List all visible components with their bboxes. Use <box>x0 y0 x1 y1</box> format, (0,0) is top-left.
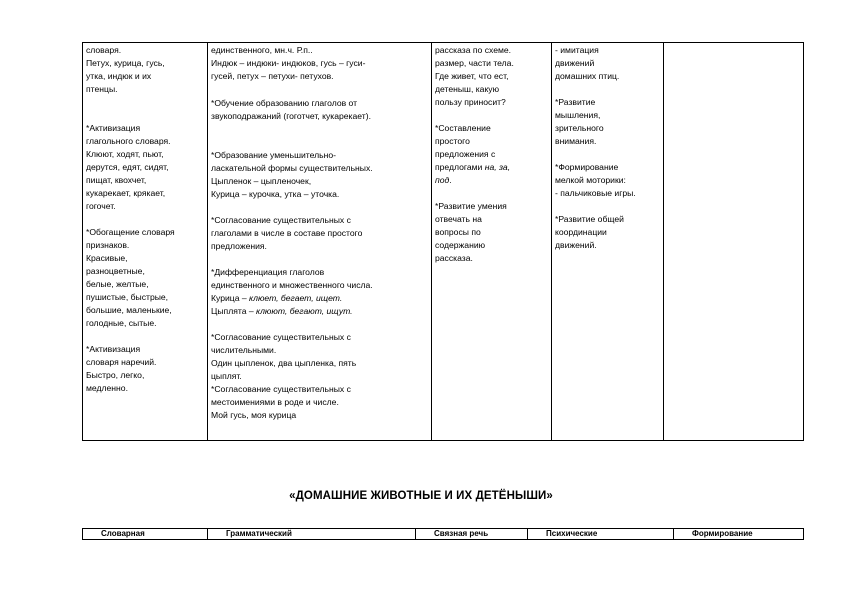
text-span: Курица – <box>211 293 250 303</box>
text-line: единственного и множественного числа. <box>211 280 373 290</box>
spacer <box>86 213 204 226</box>
text-line: белые, желтые, <box>86 279 149 289</box>
text-line: рассказа. <box>435 253 473 263</box>
spacer <box>555 83 660 96</box>
text-line: детеныш, какую <box>435 84 500 94</box>
text-line: признаков. <box>86 240 130 250</box>
text-line <box>211 292 428 305</box>
text-line: единственного, мн.ч. Р.п.. <box>211 45 313 55</box>
text-line: *Активизация <box>86 123 141 133</box>
section-title: «ДОМАШНИЕ ЖИВОТНЫЕ И ИХ ДЕТЁНЫШИ» <box>289 490 553 502</box>
spacer <box>86 330 204 343</box>
text-line: движений <box>555 58 595 68</box>
text-line: зрительного <box>555 123 604 133</box>
text-line: пользу приносит? <box>435 97 506 107</box>
column-vocabulary <box>83 43 208 441</box>
text-line: *Согласование существительных с <box>211 332 351 342</box>
text-line: *Развитие умения <box>435 201 507 211</box>
text-line: мелкой моторики: <box>555 175 626 185</box>
spacer <box>211 83 428 97</box>
text-line: координации <box>555 227 607 237</box>
text-line: Один цыпленок, два цыпленка, пять <box>211 358 357 368</box>
text-line: домашних птиц. <box>555 71 620 81</box>
text-line: утка, индюк и их <box>86 71 152 81</box>
text-line: Курица – курочка, утка – уточка. <box>211 189 340 199</box>
text-line: звукоподражаний (гоготчет, кукарекает). <box>211 111 371 121</box>
italic-example: клюет, бегает, ищет. <box>249 293 343 303</box>
text-line: пушистые, быстрые, <box>86 292 169 302</box>
header-cell: Грамматический <box>208 529 416 540</box>
text-line: *Обучение образованию глаголов от <box>211 98 358 108</box>
text-line: *Согласование существительных с <box>211 384 351 394</box>
text-line: цыплят. <box>211 371 242 381</box>
column-mental-processes <box>552 43 664 441</box>
text-line: мышления, <box>555 110 601 120</box>
column-coherent-speech <box>432 43 552 441</box>
header-cell: Формирование <box>674 529 804 540</box>
text-line: числительными. <box>211 345 277 355</box>
text-line: местоимениями в роде и числе. <box>211 397 339 407</box>
text-line: дерутся, едят, сидят, <box>86 162 169 172</box>
text-line: Быстро, легко, <box>86 370 145 380</box>
text-line: словаря наречий. <box>86 357 157 367</box>
text-line: Петух, курица, гусь, <box>86 58 165 68</box>
text-line: глаголами в числе в составе простого <box>211 228 363 238</box>
column-grammar <box>208 43 432 441</box>
text-line: большие, маленькие, <box>86 305 172 315</box>
spacer <box>555 148 660 161</box>
text-line <box>435 174 548 187</box>
text-line: Где живет, что ест, <box>435 71 509 81</box>
text-line: отвечать на <box>435 214 482 224</box>
text-line: *Активизация <box>86 344 141 354</box>
text-line: *Дифференциация глаголов <box>211 267 325 277</box>
text-line: словаря. <box>86 45 122 55</box>
text-line: Цыпленок – цыпленочек, <box>211 176 312 186</box>
header-cell: Психические <box>528 529 674 540</box>
text-line <box>211 305 428 318</box>
text-line: голодные, сытые. <box>86 318 157 328</box>
text-line: кукарекает, крякает, <box>86 188 166 198</box>
text-line: Красивые, <box>86 253 128 263</box>
italic-example: под <box>435 175 450 185</box>
spacer <box>435 109 548 122</box>
spacer <box>211 253 428 266</box>
table-header-row <box>83 529 804 540</box>
text-line: разноцветные, <box>86 266 145 276</box>
text-line: размер, части тела. <box>435 58 514 68</box>
spacer <box>211 123 428 149</box>
text-line: *Развитие <box>555 97 596 107</box>
text-line: Индюк – индюки- индюков, гусь – гуси- <box>211 58 366 68</box>
text-span: . <box>449 175 452 185</box>
text-line: Клюют, ходят, пьют, <box>86 149 164 159</box>
table-row <box>83 43 804 441</box>
text-line: гогочет. <box>86 201 116 211</box>
text-line: внимания. <box>555 136 597 146</box>
spacer <box>555 200 660 213</box>
text-line: рассказа по схеме. <box>435 45 512 55</box>
text-line: глагольного словаря. <box>86 136 171 146</box>
text-span: Цыплята – <box>211 306 257 316</box>
text-line: - пальчиковые игры. <box>555 188 636 198</box>
text-line: пищат, квохчет, <box>86 175 147 185</box>
text-line: простого <box>435 136 470 146</box>
text-line: птенцы. <box>86 84 118 94</box>
spacer <box>211 201 428 214</box>
text-line: *Согласование существительных с <box>211 215 351 225</box>
spacer <box>435 187 548 200</box>
spacer <box>86 96 204 122</box>
column-formation <box>664 43 804 441</box>
header-cell: Связная речь <box>416 529 528 540</box>
text-line: Мой гусь, моя курица <box>211 410 297 420</box>
text-line: *Обогащение словаря <box>86 227 175 237</box>
text-line: *Формирование <box>555 162 619 172</box>
text-line <box>435 161 548 174</box>
text-span: предлогами <box>435 162 485 172</box>
text-line: ласкательной формы существительных. <box>211 163 373 173</box>
text-line: - имитация <box>555 45 599 55</box>
text-line: вопросы по <box>435 227 481 237</box>
text-line: предложения с <box>435 149 496 159</box>
text-line: *Составление <box>435 123 491 133</box>
italic-example: клюют, бегают, ищут. <box>256 306 353 316</box>
text-line: содержанию <box>435 240 486 250</box>
lesson-plan-table <box>82 42 804 441</box>
text-line: предложения. <box>211 241 267 251</box>
text-line: гусей, петух – петухи- петухов. <box>211 71 334 81</box>
spacer <box>211 318 428 331</box>
next-table-header <box>82 528 804 540</box>
text-line: *Образование уменьшительно- <box>211 150 337 160</box>
italic-example: на, за, <box>484 162 511 172</box>
text-line: медленно. <box>86 383 128 393</box>
text-line: *Развитие общей <box>555 214 624 224</box>
header-cell: Словарная <box>83 529 208 540</box>
text-line: движений. <box>555 240 597 250</box>
